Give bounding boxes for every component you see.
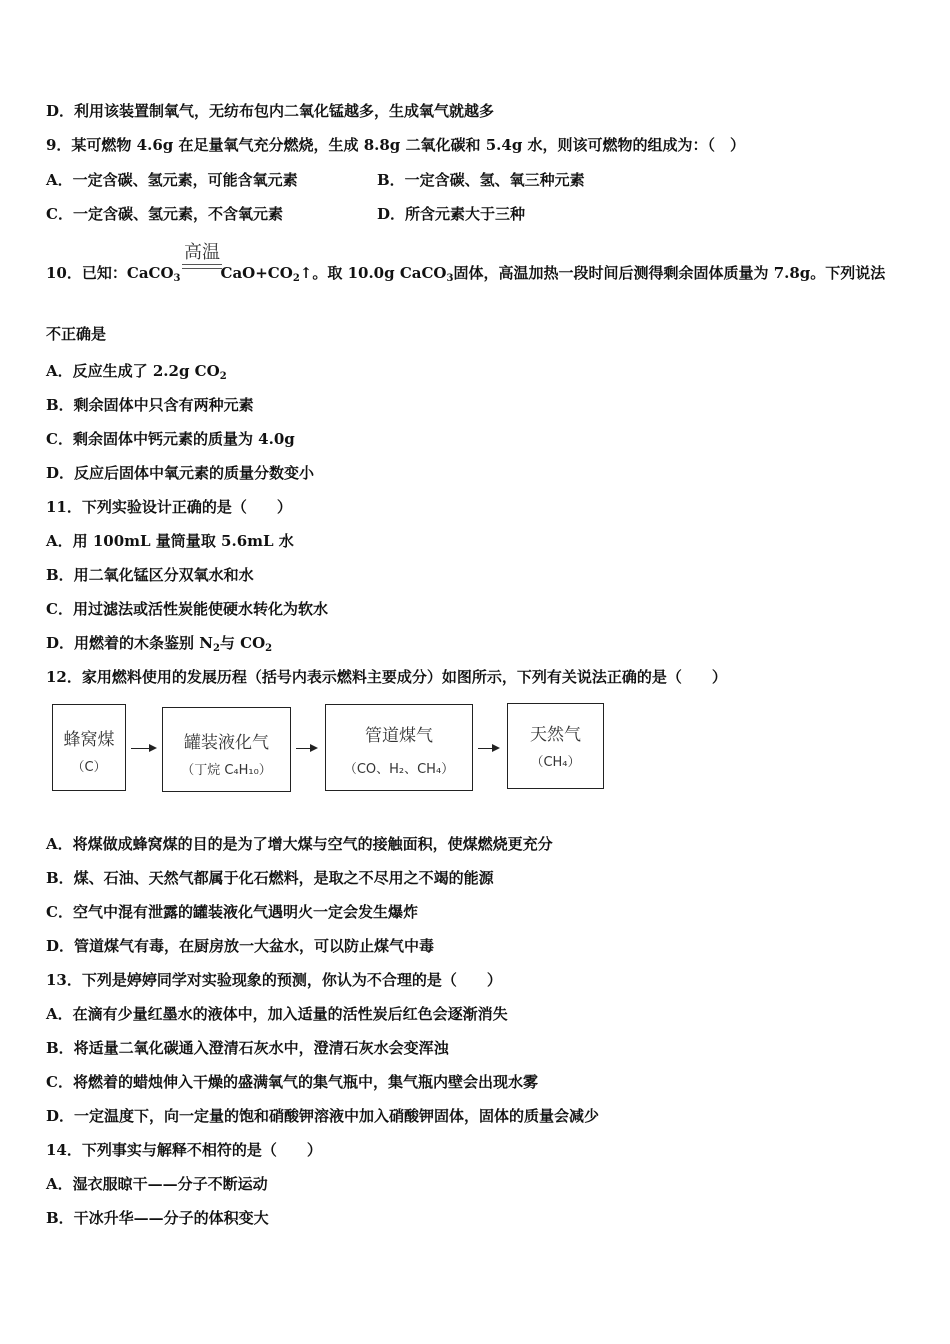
q11-option-a: A．用 100mL 量筒量取 5.6mL 水 [46, 532, 294, 550]
q13-option-b: B．将适量二氧化碳通入澄清石灰水中，澄清石灰水会变浑浊 [46, 1039, 449, 1057]
arrow-right-icon [131, 748, 155, 749]
q10-stem [46, 263, 885, 289]
q10-text-4: 固体，高温加热一段时间后测得剩余固体质量为 7.8g。下列说法 [453, 264, 886, 282]
box-natural-gas [507, 703, 604, 789]
box-lpg-sub: （丁烷 C₄H₁₀） [181, 763, 272, 778]
q9-option-b: B．一定含碳、氢、氧三种元素 [377, 171, 585, 189]
q11-option-d-text-1: D．用燃着的木条鉴别 N [46, 634, 213, 652]
q9-options-row2 [46, 204, 916, 224]
q14-option-a: A．湿衣服晾干——分子不断运动 [46, 1175, 268, 1193]
q13-option-c: C．将燃着的蜡烛伸入干燥的盛满氧气的集气瓶中，集气瓶内壁会出现水雾 [46, 1073, 538, 1091]
box-natural-gas-sub: （CH₄） [530, 755, 581, 770]
q11-option-c: C．用过滤法或活性炭能使硬水转化为软水 [46, 600, 328, 618]
box-pipeline-gas [325, 704, 473, 791]
q11-option-d-sub-2: 2 [265, 643, 273, 654]
q11-option-d [46, 633, 272, 659]
q9-options-row1 [46, 170, 916, 190]
q10-option-a [46, 361, 227, 387]
q11-stem: 11．下列实验设计正确的是（ ） [46, 498, 292, 516]
q10-option-d: D．反应后固体中氧元素的质量分数变小 [46, 464, 315, 482]
q12-stem: 12．家用燃料使用的发展历程（括号内表示燃料主要成分）如图所示，下列有关说法正确的是（ ） [46, 668, 727, 686]
box-lpg [162, 707, 291, 792]
box-natural-gas-title: 天然气 [530, 725, 581, 745]
arrow-right-icon [296, 748, 316, 749]
q12-option-c: C．空气中混有泄露的罐装液化气遇明火一定会发生爆炸 [46, 903, 418, 921]
q9-option-c: C．一定含碳、氢元素，不含氧元素 [46, 205, 283, 223]
q11-option-d-text-2: 与 CO [219, 634, 266, 652]
q9-option-d: D．所含元素大于三种 [377, 205, 526, 223]
box-lpg-title: 罐装液化气 [184, 733, 269, 753]
q10-text-3: ↑。取 10.0g CaCO [299, 264, 447, 282]
q8-option-d: D．利用该装置制氧气，无纺布包内二氧化锰越多，生成氧气就越多 [46, 102, 495, 120]
reaction-condition: 高温 [184, 242, 220, 263]
q14-stem: 14．下列事实与解释不相符的是（ ） [46, 1141, 322, 1159]
q13-option-a: A．在滴有少量红墨水的液体中，加入适量的活性炭后红色会逐渐消失 [46, 1005, 508, 1023]
q10-stem-line2: 不正确是 [46, 325, 107, 343]
q12-option-b: B．煤、石油、天然气都属于化石燃料，是取之不尽用之不竭的能源 [46, 869, 494, 887]
q10-option-a-sub: 2 [219, 371, 227, 382]
q10-option-c: C．剩余固体中钙元素的质量为 4.0g [46, 430, 295, 448]
q9-option-a: A．一定含碳、氢元素，可能含氧元素 [46, 171, 298, 189]
box-honeycomb-coal-title: 蜂窝煤 [63, 730, 115, 750]
q10-sub-2: 2 [292, 273, 300, 284]
q9-stem: 9．某可燃物 4.6g 在足量氧气充分燃烧，生成 8.8g 二氧化碳和 5.4g 水，则该可燃物的组成为：（ ） [46, 136, 746, 154]
q12-option-a: A．将煤做成蜂窝煤的目的是为了增大煤与空气的接触面积，使煤燃烧更充分 [46, 835, 553, 853]
q10-sub-1: 3 [173, 273, 181, 284]
q10-text-1: 10．已知：CaCO [46, 264, 174, 282]
box-pipeline-gas-sub: （CO、H₂、CH₄） [343, 762, 455, 777]
box-honeycomb-coal [52, 704, 126, 791]
q11-option-b: B．用二氧化锰区分双氧水和水 [46, 566, 254, 584]
q10-text-2: CaO+CO [220, 264, 293, 282]
arrow-right-icon [478, 748, 498, 749]
q10-option-a-text: A．反应生成了 2.2g CO [46, 362, 220, 380]
q10-sub-3: 3 [446, 273, 454, 284]
q13-option-d: D．一定温度下，向一定量的饱和硝酸钾溶液中加入硝酸钾固体，固体的质量会减少 [46, 1107, 600, 1125]
box-honeycomb-coal-sub: （C） [71, 760, 107, 775]
q14-option-b: B．干冰升华——分子的体积变大 [46, 1209, 269, 1227]
q12-option-d: D．管道煤气有毒，在厨房放一大盆水，可以防止煤气中毒 [46, 937, 435, 955]
box-pipeline-gas-title: 管道煤气 [365, 726, 433, 746]
q10-option-b: B．剩余固体中只含有两种元素 [46, 396, 254, 414]
q11-option-d-sub-1: 2 [212, 643, 220, 654]
q13-stem: 13．下列是婷婷同学对实验现象的预测，你认为不合理的是（ ） [46, 971, 502, 989]
